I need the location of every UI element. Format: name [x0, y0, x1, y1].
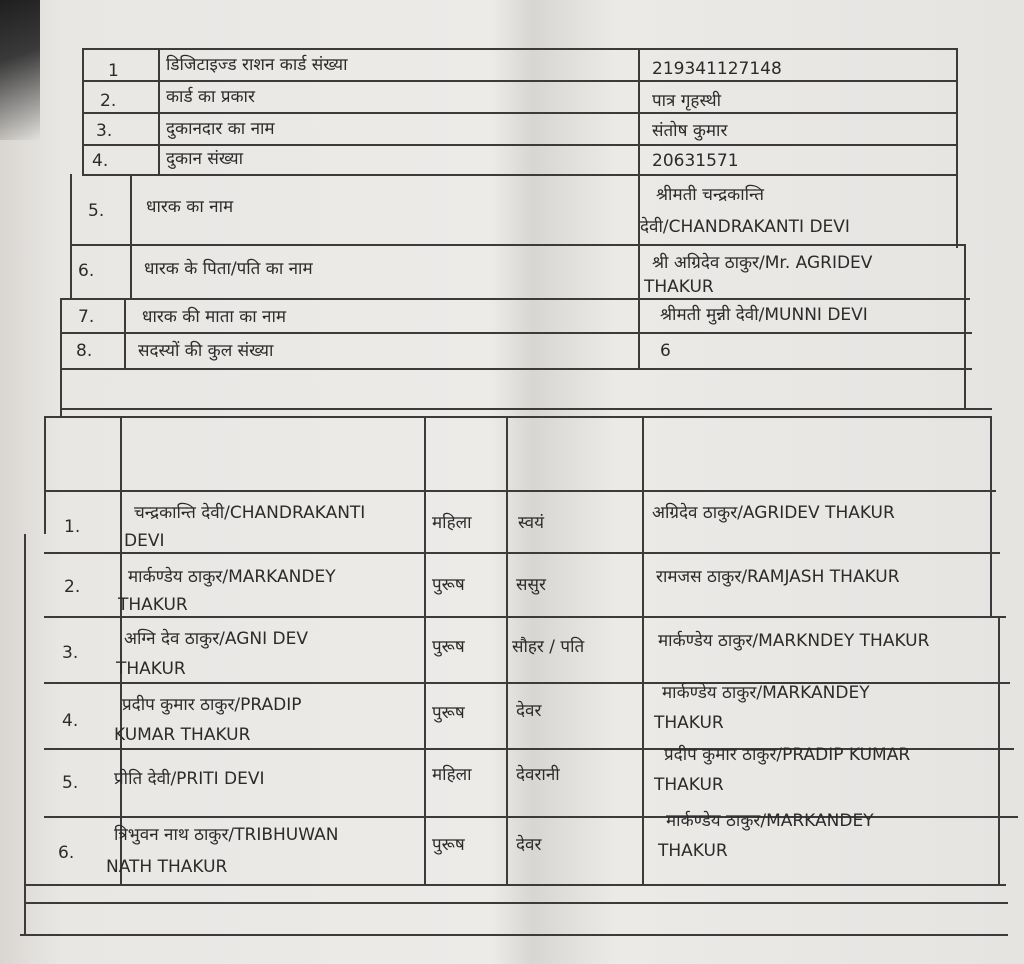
- card-row-4-value: 20631571: [652, 151, 739, 171]
- member-4-name-line1: प्रदीप कुमार ठाकुर/PRADIP: [122, 695, 302, 715]
- member-4-num: 4.: [62, 711, 79, 731]
- member-2-gender: पुरूष: [432, 575, 465, 595]
- card-row-6-num: 6.: [78, 261, 95, 281]
- member-4-name-line2: KUMAR THAKUR: [114, 725, 251, 745]
- card-row-1-label: डिजिटाइज्ड राशन कार्ड संख्या: [166, 55, 348, 75]
- member-5-parent-line1: प्रदीप कुमार ठाकुर/PRADIP KUMAR: [664, 745, 911, 765]
- member-3-gender: पुरूष: [432, 637, 465, 657]
- card-row-7-label: धारक की माता का नाम: [142, 307, 287, 327]
- member-5-name-line1: प्रीति देवी/PRITI DEVI: [114, 769, 265, 789]
- card-row-7-num: 7.: [78, 307, 95, 327]
- member-2-name-line1: मार्कण्डेय ठाकुर/MARKANDEY: [128, 567, 336, 587]
- card-row-3-value: संतोष कुमार: [652, 121, 728, 141]
- card-row-1-num: 1: [108, 61, 119, 81]
- card-row-4-label: दुकान संख्या: [166, 149, 244, 169]
- member-4-parent-line2: THAKUR: [654, 713, 724, 733]
- card-row-8-num: 8.: [76, 341, 93, 361]
- card-row-8-value: 6: [660, 341, 671, 361]
- member-2-parent-line1: रामजस ठाकुर/RAMJASH THAKUR: [656, 567, 900, 587]
- card-row-2-label: कार्ड का प्रकार: [166, 87, 255, 107]
- member-2-relation: ससुर: [516, 575, 546, 595]
- member-5-num: 5.: [62, 773, 79, 793]
- card-row-2-num: 2.: [100, 91, 117, 111]
- card-row-5-value-line2: देवी/CHANDRAKANTI DEVI: [640, 217, 850, 237]
- ration-card-page: [20, 8, 1020, 958]
- card-row-6-value-line1: श्री अग्रिदेव ठाकुर/Mr. AGRIDEV: [652, 253, 873, 273]
- member-5-gender: महिला: [432, 765, 472, 785]
- member-3-parent-line1: मार्कण्डेय ठाकुर/MARKNDEY THAKUR: [658, 631, 930, 651]
- member-1-name-line2: DEVI: [124, 531, 165, 551]
- card-row-3-num: 3.: [96, 121, 113, 141]
- member-6-name-line2: NATH THAKUR: [106, 857, 228, 877]
- member-4-gender: पुरूष: [432, 703, 465, 723]
- member-4-relation: देवर: [516, 701, 542, 721]
- member-1-num: 1.: [64, 517, 81, 537]
- member-4-parent-line1: मार्कण्डेय ठाकुर/MARKANDEY: [662, 683, 870, 703]
- member-5-relation: देवरानी: [516, 765, 560, 785]
- card-row-3-label: दुकानदार का नाम: [166, 119, 275, 139]
- card-row-5-num: 5.: [88, 201, 105, 221]
- card-row-1-value: 219341127148: [652, 59, 782, 79]
- card-row-6-value-line2: THAKUR: [644, 277, 714, 297]
- member-2-num: 2.: [64, 577, 81, 597]
- member-6-gender: पुरूष: [432, 835, 465, 855]
- member-5-parent-line2: THAKUR: [654, 775, 724, 795]
- member-6-relation: देवर: [516, 835, 542, 855]
- card-row-5-label: धारक का नाम: [146, 197, 234, 217]
- member-2-name-line2: THAKUR: [118, 595, 188, 615]
- member-1-gender: महिला: [432, 513, 472, 533]
- card-row-8-label: सदस्यों की कुल संख्या: [138, 341, 274, 361]
- card-row-6-label: धारक के पिता/पति का नाम: [144, 259, 313, 279]
- card-row-4-num: 4.: [92, 151, 109, 171]
- member-3-relation: सौहर / पति: [512, 637, 585, 657]
- member-1-parent-line1: अग्रिदेव ठाकुर/AGRIDEV THAKUR: [652, 503, 895, 523]
- card-row-5-value-line1: श्रीमती चन्द्रकान्ति: [656, 185, 764, 205]
- member-1-name-line1: चन्द्रकान्ति देवी/CHANDRAKANTI: [134, 503, 366, 523]
- member-3-name-line2: THAKUR: [116, 659, 186, 679]
- member-6-parent-line2: THAKUR: [658, 841, 728, 861]
- member-3-name-line1: अग्नि देव ठाकुर/AGNI DEV: [124, 629, 309, 649]
- member-6-name-line1: त्रिभुवन नाथ ठाकुर/TRIBHUWAN: [114, 825, 339, 845]
- member-1-relation: स्वयं: [518, 513, 544, 533]
- member-6-num: 6.: [58, 843, 75, 863]
- member-3-num: 3.: [62, 643, 79, 663]
- card-row-7-value: श्रीमती मुन्नी देवी/MUNNI DEVI: [660, 305, 868, 325]
- member-6-parent-line1: मार्कण्डेय ठाकुर/MARKANDEY: [666, 811, 874, 831]
- card-row-2-value: पात्र गृहस्थी: [652, 91, 721, 111]
